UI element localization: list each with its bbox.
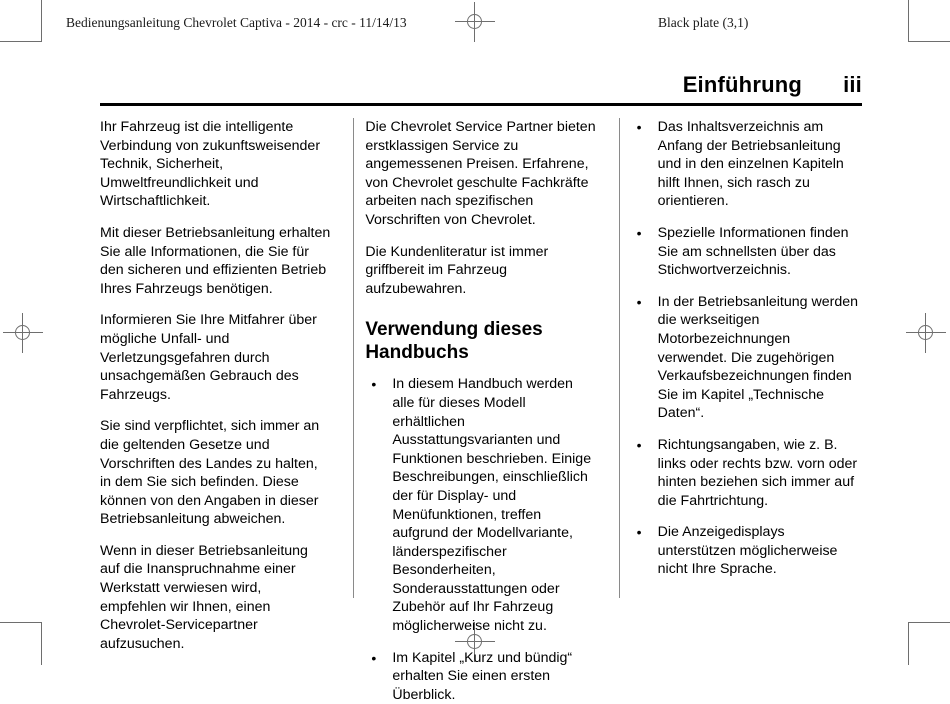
registration-mark-top bbox=[455, 2, 495, 42]
registration-ring bbox=[467, 14, 482, 29]
bullet-text: Im Kapitel „Kurz und bündig“ erhalten Sie einen ersten Überblick. bbox=[392, 649, 573, 703]
bullet-text: In diesem Handbuch werden alle für dieses Modell erhältlichen Ausstattungsvarianten und Funktionen beschrieben. Einige Beschreibungen, einschließlich der für Display- und Menüfunktionen, treffen aufgrund der Modellvariante, länderspezifischer Besonderheiten, Sonderausstattungen oder Zubehör auf Ihr Fahrzeug möglicherweise nicht zu. bbox=[392, 376, 592, 635]
text-column-1 bbox=[100, 118, 331, 652]
bullet-item bbox=[631, 118, 862, 211]
chapter-title: Einführung bbox=[682, 72, 802, 97]
chapter-title-row bbox=[100, 72, 862, 98]
text-column-3 bbox=[619, 118, 862, 598]
bullet-item bbox=[365, 649, 596, 704]
bullet-dot-icon: • bbox=[371, 649, 377, 666]
bullet-item bbox=[631, 436, 862, 510]
registration-ring bbox=[15, 325, 30, 340]
bullet-item bbox=[365, 375, 596, 635]
bullet-item bbox=[631, 224, 862, 280]
bullet-text: Spezielle Informationen finden Sie am schnellsten über das Stichwortverzeichnis. bbox=[657, 224, 849, 279]
body-paragraph: Wenn in dieser Betriebsanleitung auf die Inanspruchnahme einer Werkstatt verwiesen wird, empfehlen wir Ihnen, einen Chevrolet-Servicepartner aufzusuchen. bbox=[100, 542, 308, 652]
body-paragraph: Die Kundenliteratur ist immer griffbereit im Fahrzeug aufzubewahren. bbox=[365, 243, 549, 297]
bullet-text: In der Betriebsanleitung werden die werkseitigen Motorbezeichnungen verwendet. Die zugehörigen Verkaufsbezeichnungen finden Sie im Kapitel „Technische Daten“. bbox=[657, 293, 858, 422]
body-paragraph: Die Chevrolet Service Partner bieten erstklassigen Service zu angemessenen Preisen. Erfahrene, von Chevrolet geschulte Fachkräfte arbeiten nach spezifischen Vorschriften von Chevrolet. bbox=[365, 119, 596, 228]
title-divider-rule bbox=[100, 103, 862, 106]
running-head-right: Black plate (3,1) bbox=[658, 15, 749, 30]
registration-mark-right bbox=[906, 313, 946, 353]
bullet-text: Die Anzeigedisplays unterstützen möglicherweise nicht Ihre Sprache. bbox=[657, 524, 838, 578]
bullet-dot-icon: • bbox=[371, 376, 377, 393]
bullet-dot-icon: • bbox=[636, 119, 642, 135]
body-paragraph: Mit dieser Betriebsanleitung erhalten Sie alle Informationen, die Sie für den sicheren und effizienten Betrieb Ihres Fahrzeugs benötigen. bbox=[100, 224, 331, 297]
body-columns bbox=[100, 118, 862, 703]
body-paragraph: Ihr Fahrzeug ist die intelligente Verbindung von zukunftsweisender Technik, Sicherheit, Umweltfreundlichkeit und Wirtschaftlichkeit. bbox=[100, 119, 321, 210]
body-paragraph: Sie sind verpflichtet, sich immer an die geltenden Gesetze und Vorschriften des Landes zu halten, in dem Sie sich befinden. Diese können von den Angaben in dieser Betriebsanleitung abweichen. bbox=[100, 418, 320, 528]
bullet-dot-icon: • bbox=[636, 436, 642, 453]
registration-mark-left bbox=[3, 313, 43, 353]
bullet-item bbox=[631, 523, 862, 579]
text-column-2 bbox=[353, 118, 596, 703]
bullet-text: Das Inhaltsverzeichnis am Anfang der Betriebsanleitung und in den einzelnen Kapiteln hilft Ihnen, sich rasch zu orientieren. bbox=[657, 119, 844, 210]
bullet-list bbox=[365, 375, 596, 704]
body-paragraph: Informieren Sie Ihre Mitfahrer über mögliche Unfall- und Verletzungsgefahren durch unsachgemäßen Gebrauch des Fahrzeugs. bbox=[100, 312, 317, 403]
chapter-title-block bbox=[100, 72, 862, 106]
registration-ring bbox=[918, 325, 933, 340]
bullet-text: Richtungsangaben, wie z. B. links oder rechts bzw. vorn oder hinten beziehen sich immer auf die Fahrtrichtung. bbox=[657, 436, 858, 509]
bullet-dot-icon: • bbox=[636, 224, 642, 241]
bullet-list bbox=[631, 118, 862, 579]
bullet-dot-icon: • bbox=[636, 293, 642, 310]
bullet-dot-icon: • bbox=[636, 524, 642, 541]
section-heading: Verwendung dieses Handbuchs bbox=[365, 319, 543, 364]
bullet-item bbox=[631, 293, 862, 423]
page-number: iii bbox=[843, 72, 862, 97]
running-head-left: Bedienungsanleitung Chevrolet Captiva - 2014 - crc - 11/14/13 bbox=[66, 15, 407, 30]
